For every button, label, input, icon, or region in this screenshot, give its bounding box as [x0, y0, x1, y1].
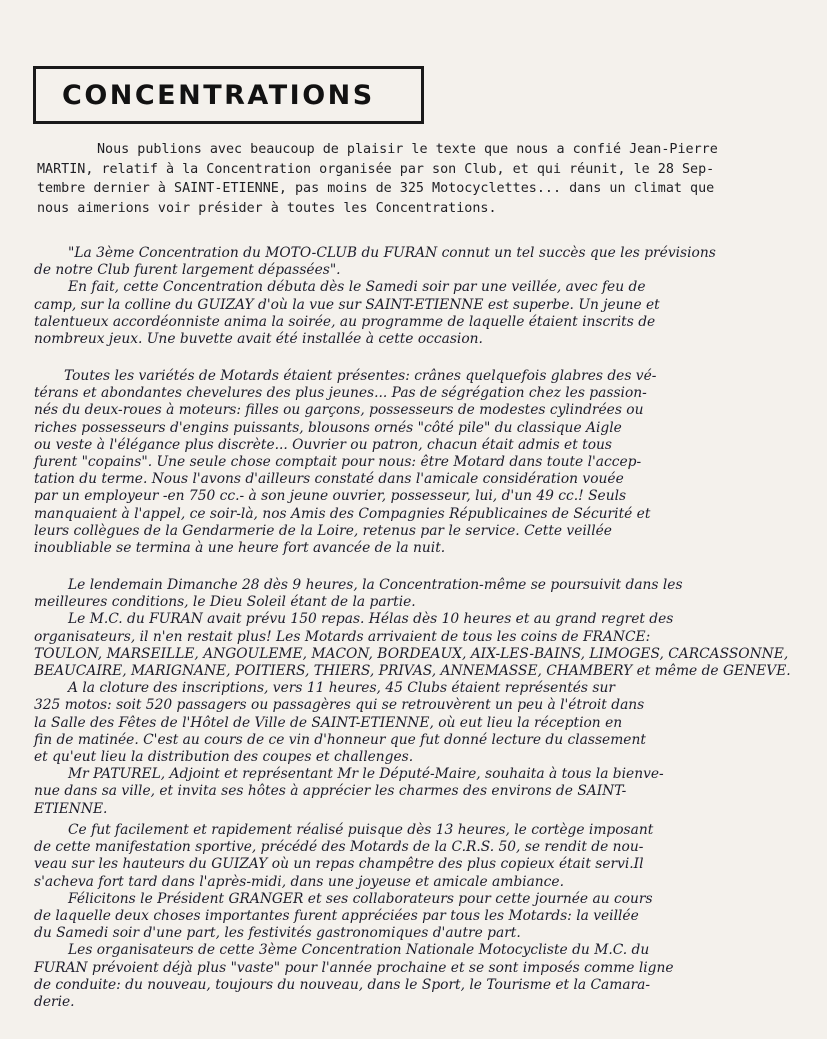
text-line: s'acheva fort tard dans l'après-midi, dans une joyeuse et amicale ambiance.	[34, 873, 564, 890]
text-line: En fait, cette Concentration débuta dès le Samedi soir par une veillée, avec feu de	[68, 279, 646, 296]
text-line: térans et abondantes chevelures des plus jeunes... Pas de ségrégation chez les passion-	[34, 385, 647, 402]
text-line: Les organisateurs de cette 3ème Concentration Nationale Motocycliste du M.C. du	[68, 942, 650, 959]
text-line: riches possesseurs d'engins puissants, blousons ornés "côté pile" du classique Aigle	[34, 419, 622, 436]
section-cortege	[34, 822, 796, 1011]
text-line: derie.	[34, 994, 75, 1011]
text-line: de conduite: du nouveau, toujours du nouveau, dans le Sport, le Tourisme et la Camara-	[34, 976, 651, 993]
intro-line: Nous publions avec beaucoup de plaisir le texte que nous a confié Jean-Pierre	[97, 142, 718, 157]
text-line: Mr PATUREL, Adjoint et représentant Mr le Député-Maire, souhaita à tous la bienve-	[68, 766, 664, 783]
text-line: tation du terme. Nous l'avons d'ailleurs constaté dans l'amicale considération vouée	[34, 471, 624, 488]
text-line: Le lendemain Dimanche 28 dès 9 heures, la Concentration-même se poursuivit dans les	[68, 577, 683, 593]
text-line: nue dans sa ville, et invita ses hôtes à apprécier les charmes des environs de SAINT-	[34, 783, 627, 800]
text-line: BEAUCAIRE, MARIGNANE, POITIERS, THIERS, PRIVAS, ANNEMASSE, CHAMBERY et même de GENEVE.	[34, 663, 791, 680]
text-line: camp, sur la colline du GUIZAY d'où la vue sur SAINT-ETIENNE est superbe. Un jeune et	[34, 296, 660, 313]
intro-line: nous aimerions voir présider à toutes les Concentrations.	[37, 200, 497, 216]
text-line: talentueux accordéonniste anima la soirée, au programme de laquelle étaient inscrits de	[34, 313, 656, 330]
text-line: manquaient à l'appel, ce soir-là, nos Amis des Compagnies Républicaines de Sécurité et	[34, 505, 651, 522]
text-line: inoubliable se termina à une heure fort avancée de la nuit.	[34, 540, 446, 557]
text-line: organisateurs, il n'en restait plus! Les Motards arrivaient de tous les coins de FRANCE:	[34, 628, 651, 645]
text-line: de laquelle deux choses importantes furent appréciées par tous les Motards: la veillée	[34, 908, 639, 925]
section-veillee	[34, 245, 796, 348]
text-line: "La 3ème Concentration du MOTO-CLUB du FURAN connut un tel succès que les prévisions	[68, 245, 716, 261]
text-line: A la cloture des inscriptions, vers 11 heures, 45 Clubs étaient représentés sur	[68, 680, 615, 697]
text-line: meilleures conditions, le Dieu Soleil étant de la partie.	[34, 594, 416, 611]
title-box	[33, 66, 424, 124]
text-line: leurs collègues de la Gendarmerie de la Loire, retenus par le service. Cette veillée	[34, 522, 612, 539]
intro-line: MARTIN, relatif à la Concentration organisée par son Club, et qui réunit, le 28 Sep-	[37, 161, 715, 177]
text-line: la Salle des Fêtes de l'Hôtel de Ville de SAINT-ETIENNE, où eut lieu la réception en	[34, 714, 623, 731]
intro-line: tembre dernier à SAINT-ETIENNE, pas moins de 325 Motocyclettes... dans un climat que	[37, 181, 715, 196]
text-line: Le M.C. du FURAN avait prévu 150 repas. Hélas dès 10 heures et au grand regret des	[68, 611, 674, 628]
text-line: furent "copains". Une seule chose comptait pour nous: être Motard dans toute l'accep-	[34, 454, 642, 471]
text-line: ETIENNE.	[34, 800, 108, 817]
text-line: du Samedi soir d'une part, les festivités gastronomiques d'autre part.	[34, 925, 521, 942]
text-line: FURAN prévoient déjà plus "vaste" pour l'année prochaine et se sont imposés comme ligne	[34, 959, 674, 976]
section-dimanche	[34, 577, 796, 818]
text-line: de notre Club furent largement dépassées".	[34, 262, 341, 279]
page-title: CONCENTRATIONS	[62, 79, 375, 111]
text-line: nombreux jeux. Une buvette avait été installée à cette occasion.	[34, 331, 483, 348]
section-motards	[34, 368, 796, 557]
text-line: veau sur les hauteurs du GUIZAY où un repas champêtre des plus copieux était servi.Il	[34, 856, 644, 873]
text-line: et qu'eut lieu la distribution des coupes et challenges.	[34, 749, 414, 766]
text-line: 325 motos: soit 520 passagers ou passagères qui se retrouvèrent un peu à l'étroit dans	[34, 697, 645, 714]
text-line: nés du deux-roues à moteurs: filles ou garçons, possesseurs de modestes cylindrées ou	[34, 402, 644, 419]
text-line: Toutes les variétés de Motards étaient présentes: crânes quelquefois glabres des vé-	[64, 368, 657, 384]
text-line: de cette manifestation sportive, précédé des Motards de la C.R.S. 50, se rendit de nou-	[34, 839, 644, 856]
text-line: Félicitons le Président GRANGER et ses collaborateurs pour cette journée au cours	[68, 890, 653, 907]
text-line: ou veste à l'élégance plus discrète... Ouvrier ou patron, chacun était admis et tous	[34, 436, 612, 453]
intro-paragraph	[37, 140, 783, 218]
text-line: Ce fut facilement et rapidement réalisé puisque dès 13 heures, le cortège imposant	[68, 822, 654, 838]
text-line: fin de matinée. C'est au cours de ce vin d'honneur que fut donné lecture du classement	[34, 731, 646, 748]
text-line: TOULON, MARSEILLE, ANGOULEME, MACON, BORDEAUX, AIX-LES-BAINS, LIMOGES, CARCASSONNE,	[34, 645, 789, 662]
text-line: par un employeur -en 750 cc.- à son jeune ouvrier, possesseur, lui, d'un 49 cc.! Seuls	[34, 488, 627, 505]
